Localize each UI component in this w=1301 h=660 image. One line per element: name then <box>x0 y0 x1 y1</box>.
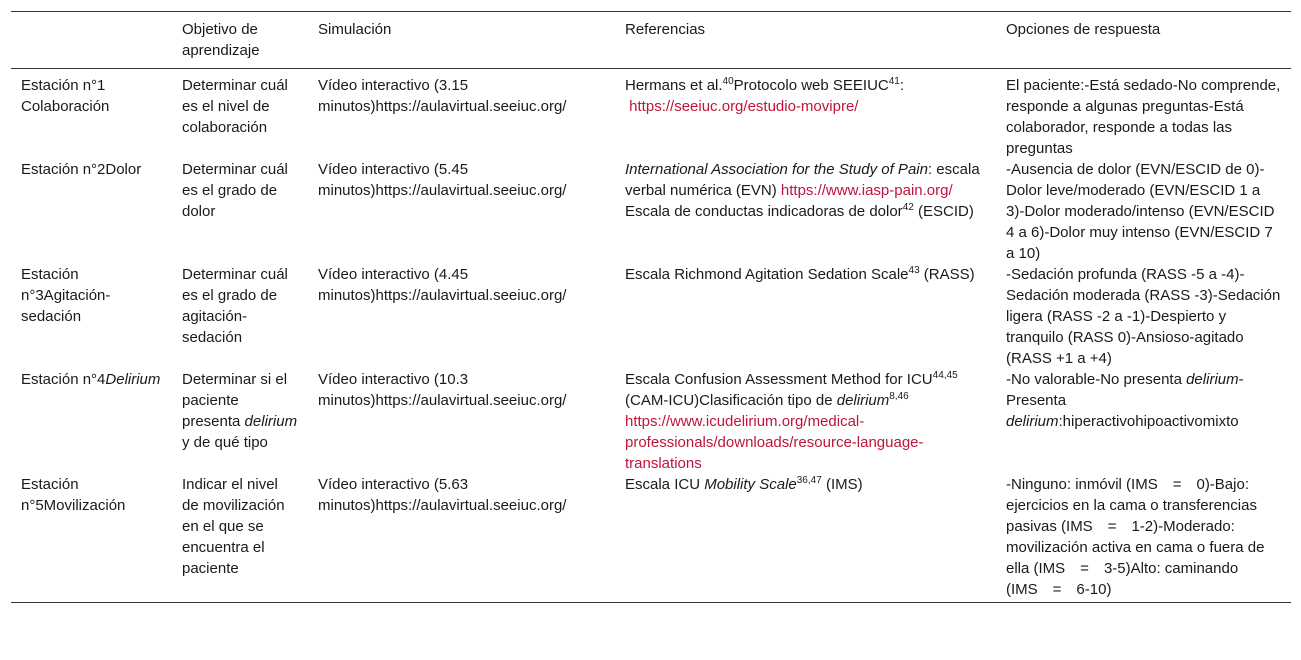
ref-sup: 41 <box>888 76 900 87</box>
table-row <box>11 474 1291 603</box>
reference-link[interactable]: https://seeiuc.org/estudio-movipre/ <box>629 98 859 115</box>
station-cell: Estación n°5Movilización <box>21 476 126 514</box>
options-italic: delirium <box>1006 413 1059 430</box>
station-cell: Estación n°2Dolor <box>21 161 142 178</box>
ref-sup: 40 <box>722 76 734 87</box>
station-cell <box>11 369 172 474</box>
ref-italic: International Association for the Study of Pain <box>625 161 928 178</box>
ref-text: Escala de conductas indicadoras de dolor <box>625 203 903 220</box>
station-cell: Estación n°3Agitación-sedación <box>21 266 111 325</box>
table-row <box>11 159 1291 264</box>
ref-text: Escala Richmond Agitation Sedation Scale <box>625 266 909 283</box>
ref-italic: Mobility Scale <box>704 476 797 493</box>
ref-text: (CAM-ICU)Clasificación tipo de <box>625 392 837 409</box>
ref-text: (RASS) <box>919 266 975 283</box>
ref-text: (ESCID) <box>913 203 974 220</box>
ref-sup: 8,46 <box>889 391 909 402</box>
simulation-cell: Vídeo interactivo (5.63 minutos)https://aulavirtual.seeiuc.org/ <box>318 476 567 514</box>
station-cell: Estación n°1 Colaboración <box>21 77 110 115</box>
options-text: -No valorable-No presenta <box>1006 371 1187 388</box>
objective-text: Determinar si el paciente presenta <box>182 371 288 430</box>
simulation-cell: Vídeo interactivo (5.45 minutos)https://aulavirtual.seeiuc.org/ <box>318 161 567 199</box>
header-row <box>11 12 1291 69</box>
options-cell: -Ausencia de dolor (EVN/ESCID de 0)-Dolor leve/moderado (EVN/ESCID 1 a 3)-Dolor moderado/intenso (EVN/ESCID 4 a 6)-Dolor muy intenso (EVN/ESCID 7 a 10) <box>1006 161 1275 262</box>
ref-text: : <box>899 77 905 94</box>
objective-cell <box>172 369 308 474</box>
simulation-cell: Vídeo interactivo (3.15 minutos)https://aulavirtual.seeiuc.org/ <box>318 77 567 115</box>
ref-sup: 44,45 <box>932 370 958 381</box>
ref-text: : escala verbal numérica (EVN) <box>625 161 980 199</box>
simulation-cell: Vídeo interactivo (4.45 minutos)https://aulavirtual.seeiuc.org/ <box>318 266 567 304</box>
table-row <box>11 369 1291 474</box>
objective-text: y de qué tipo <box>182 434 268 451</box>
ref-italic: delirium <box>836 392 890 409</box>
references-cell <box>615 369 996 474</box>
header-references: Referencias <box>625 21 706 38</box>
objective-cell: Determinar cuál es el grado de agitación-sedación <box>182 266 288 346</box>
references-cell <box>615 159 996 264</box>
references-cell <box>615 264 996 369</box>
header-station <box>11 12 172 69</box>
table-row <box>11 264 1291 369</box>
reference-link[interactable]: https://www.iasp-pain.org/ <box>780 182 953 199</box>
table-body <box>11 69 1291 603</box>
options-cell: -Ninguno: inmóvil (IMS = 0)-Bajo: ejercicios en la cama o transferencias pasivas (IMS = 1-2)-Moderado: movilización activa en cama o fuera de ella (IMS = 3-5)Alto: caminando (IMS = 6-10) <box>1006 476 1265 598</box>
options-cell <box>996 369 1291 474</box>
station-text: Estación n°4 <box>21 371 106 388</box>
objective-cell: Determinar cuál es el nivel de colaboración <box>182 77 288 136</box>
ref-text: (IMS) <box>821 476 863 493</box>
options-cell: -Sedación profunda (RASS -5 a -4)-Sedación moderada (RASS -3)-Sedación ligera (RASS -2 a -1)-Despierto y tranquilo (RASS 0)-Ansioso-agitado (RASS +1 a +4) <box>1006 266 1281 367</box>
options-cell: El paciente:-Está sedado-No comprende, responde a algunas preguntas-Está colaborador, responde a todas las preguntas <box>1006 77 1281 157</box>
station-italic: Delirium <box>105 371 161 388</box>
header-simulation: Simulación <box>318 21 392 38</box>
header-objective: Objetivo de aprendizaje <box>182 21 260 59</box>
stations-table <box>11 11 1291 603</box>
ref-text: Escala ICU <box>625 476 705 493</box>
table-row <box>11 69 1291 160</box>
simulation-cell: Vídeo interactivo (10.3 minutos)https://aulavirtual.seeiuc.org/ <box>318 371 567 409</box>
ref-text: Protocolo web SEEIUC <box>733 77 889 94</box>
references-cell <box>615 69 996 160</box>
reference-link[interactable]: https://www.icudelirium.org/medical-professionals/downloads/resource-language-translations <box>625 413 924 472</box>
references-cell <box>615 474 996 603</box>
ref-text: Escala Confusion Assessment Method for ICU <box>625 371 933 388</box>
ref-sup: 36,47 <box>796 475 822 486</box>
options-italic: delirium <box>1186 371 1239 388</box>
ref-text: Hermans et al. <box>625 77 723 94</box>
options-text: :hiperactivohipoactivomixto <box>1058 413 1239 430</box>
objective-cell: Indicar el nivel de movilización en el que se encuentra el paciente <box>182 476 285 577</box>
objective-cell: Determinar cuál es el grado de dolor <box>182 161 288 220</box>
header-options: Opciones de respuesta <box>1006 21 1161 38</box>
options-text: -Presenta <box>1006 371 1244 409</box>
ref-sup: 42 <box>902 202 914 213</box>
objective-italic: delirium <box>244 413 298 430</box>
table-header <box>11 12 1291 69</box>
ref-sup: 43 <box>908 265 920 276</box>
